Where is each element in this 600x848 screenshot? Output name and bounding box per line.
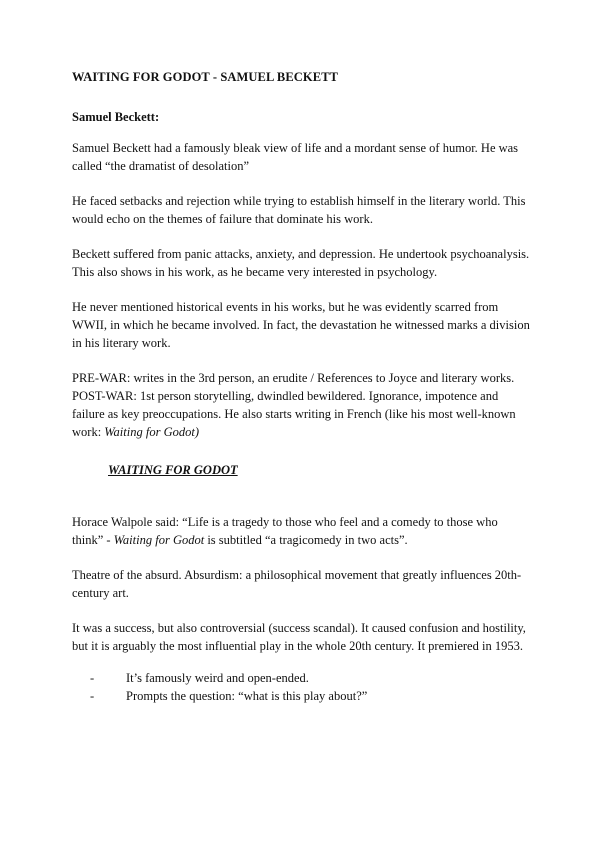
walpole-text: Horace Walpole said: “Life is a tragedy to those who feel and a comedy to those who think” - xyxy=(72,515,498,547)
paragraph-historical-events: He never mentioned historical events in his works, but he was evidently scarred from WWII, in which he became involved. In fact, the devastation he witnessed marks a division in his literary work. xyxy=(72,300,530,350)
document-body xyxy=(72,68,530,705)
post-war-title-italic: Waiting for Godot) xyxy=(104,425,199,439)
section-heading-waiting-for-godot: WAITING FOR GODOT xyxy=(108,463,238,477)
paragraph-walpole-quote xyxy=(72,513,530,549)
list-item xyxy=(90,687,530,705)
list-item xyxy=(90,669,530,687)
paragraph-bleak-view: Samuel Beckett had a famously bleak view of life and a mordant sense of humor. He was called “the dramatist of desolation” xyxy=(72,141,519,173)
dash-bullet-mark: - xyxy=(90,671,95,685)
document-title: WAITING FOR GODOT - SAMUEL BECKETT xyxy=(72,70,339,84)
post-war-text: POST-WAR: 1st person storytelling, dwindled bewildered. Ignorance, impotence and failure as key preoccupations. He also starts writing in French (like his most well-known work: xyxy=(72,389,516,439)
subheading-samuel-beckett: Samuel Beckett: xyxy=(72,110,160,124)
list-item-text: It’s famously weird and open-ended. xyxy=(126,671,309,685)
paragraph-post-war xyxy=(72,387,530,441)
paragraph-panic-attacks: Beckett suffered from panic attacks, anxiety, and depression. He undertook psychoanalysis. This also shows in his work, as he became very interested in psychology. xyxy=(72,247,530,279)
walpole-tail: is subtitled “a tragicomedy in two acts”. xyxy=(204,533,408,547)
bullet-list xyxy=(72,669,530,705)
walpole-title-italic: Waiting for Godot xyxy=(113,533,205,547)
dash-bullet-mark: - xyxy=(90,689,95,703)
paragraph-success-scandal: It was a success, but also controversial (success scandal). It caused confusion and hostility, but it is arguably the most influential play in the whole 20th century. It premiered in 1953. xyxy=(72,621,526,653)
paragraph-theatre-of-absurd: Theatre of the absurd. Absurdism: a philosophical movement that greatly influences 20th-century art. xyxy=(72,568,522,600)
paragraph-pre-war: PRE-WAR: writes in the 3rd person, an erudite / References to Joyce and literary works. xyxy=(72,371,515,385)
paragraph-setbacks: He faced setbacks and rejection while trying to establish himself in the literary world. This would echo on the themes of failure that dominate his work. xyxy=(72,194,526,226)
list-item-text: Prompts the question: “what is this play about?” xyxy=(126,689,368,703)
